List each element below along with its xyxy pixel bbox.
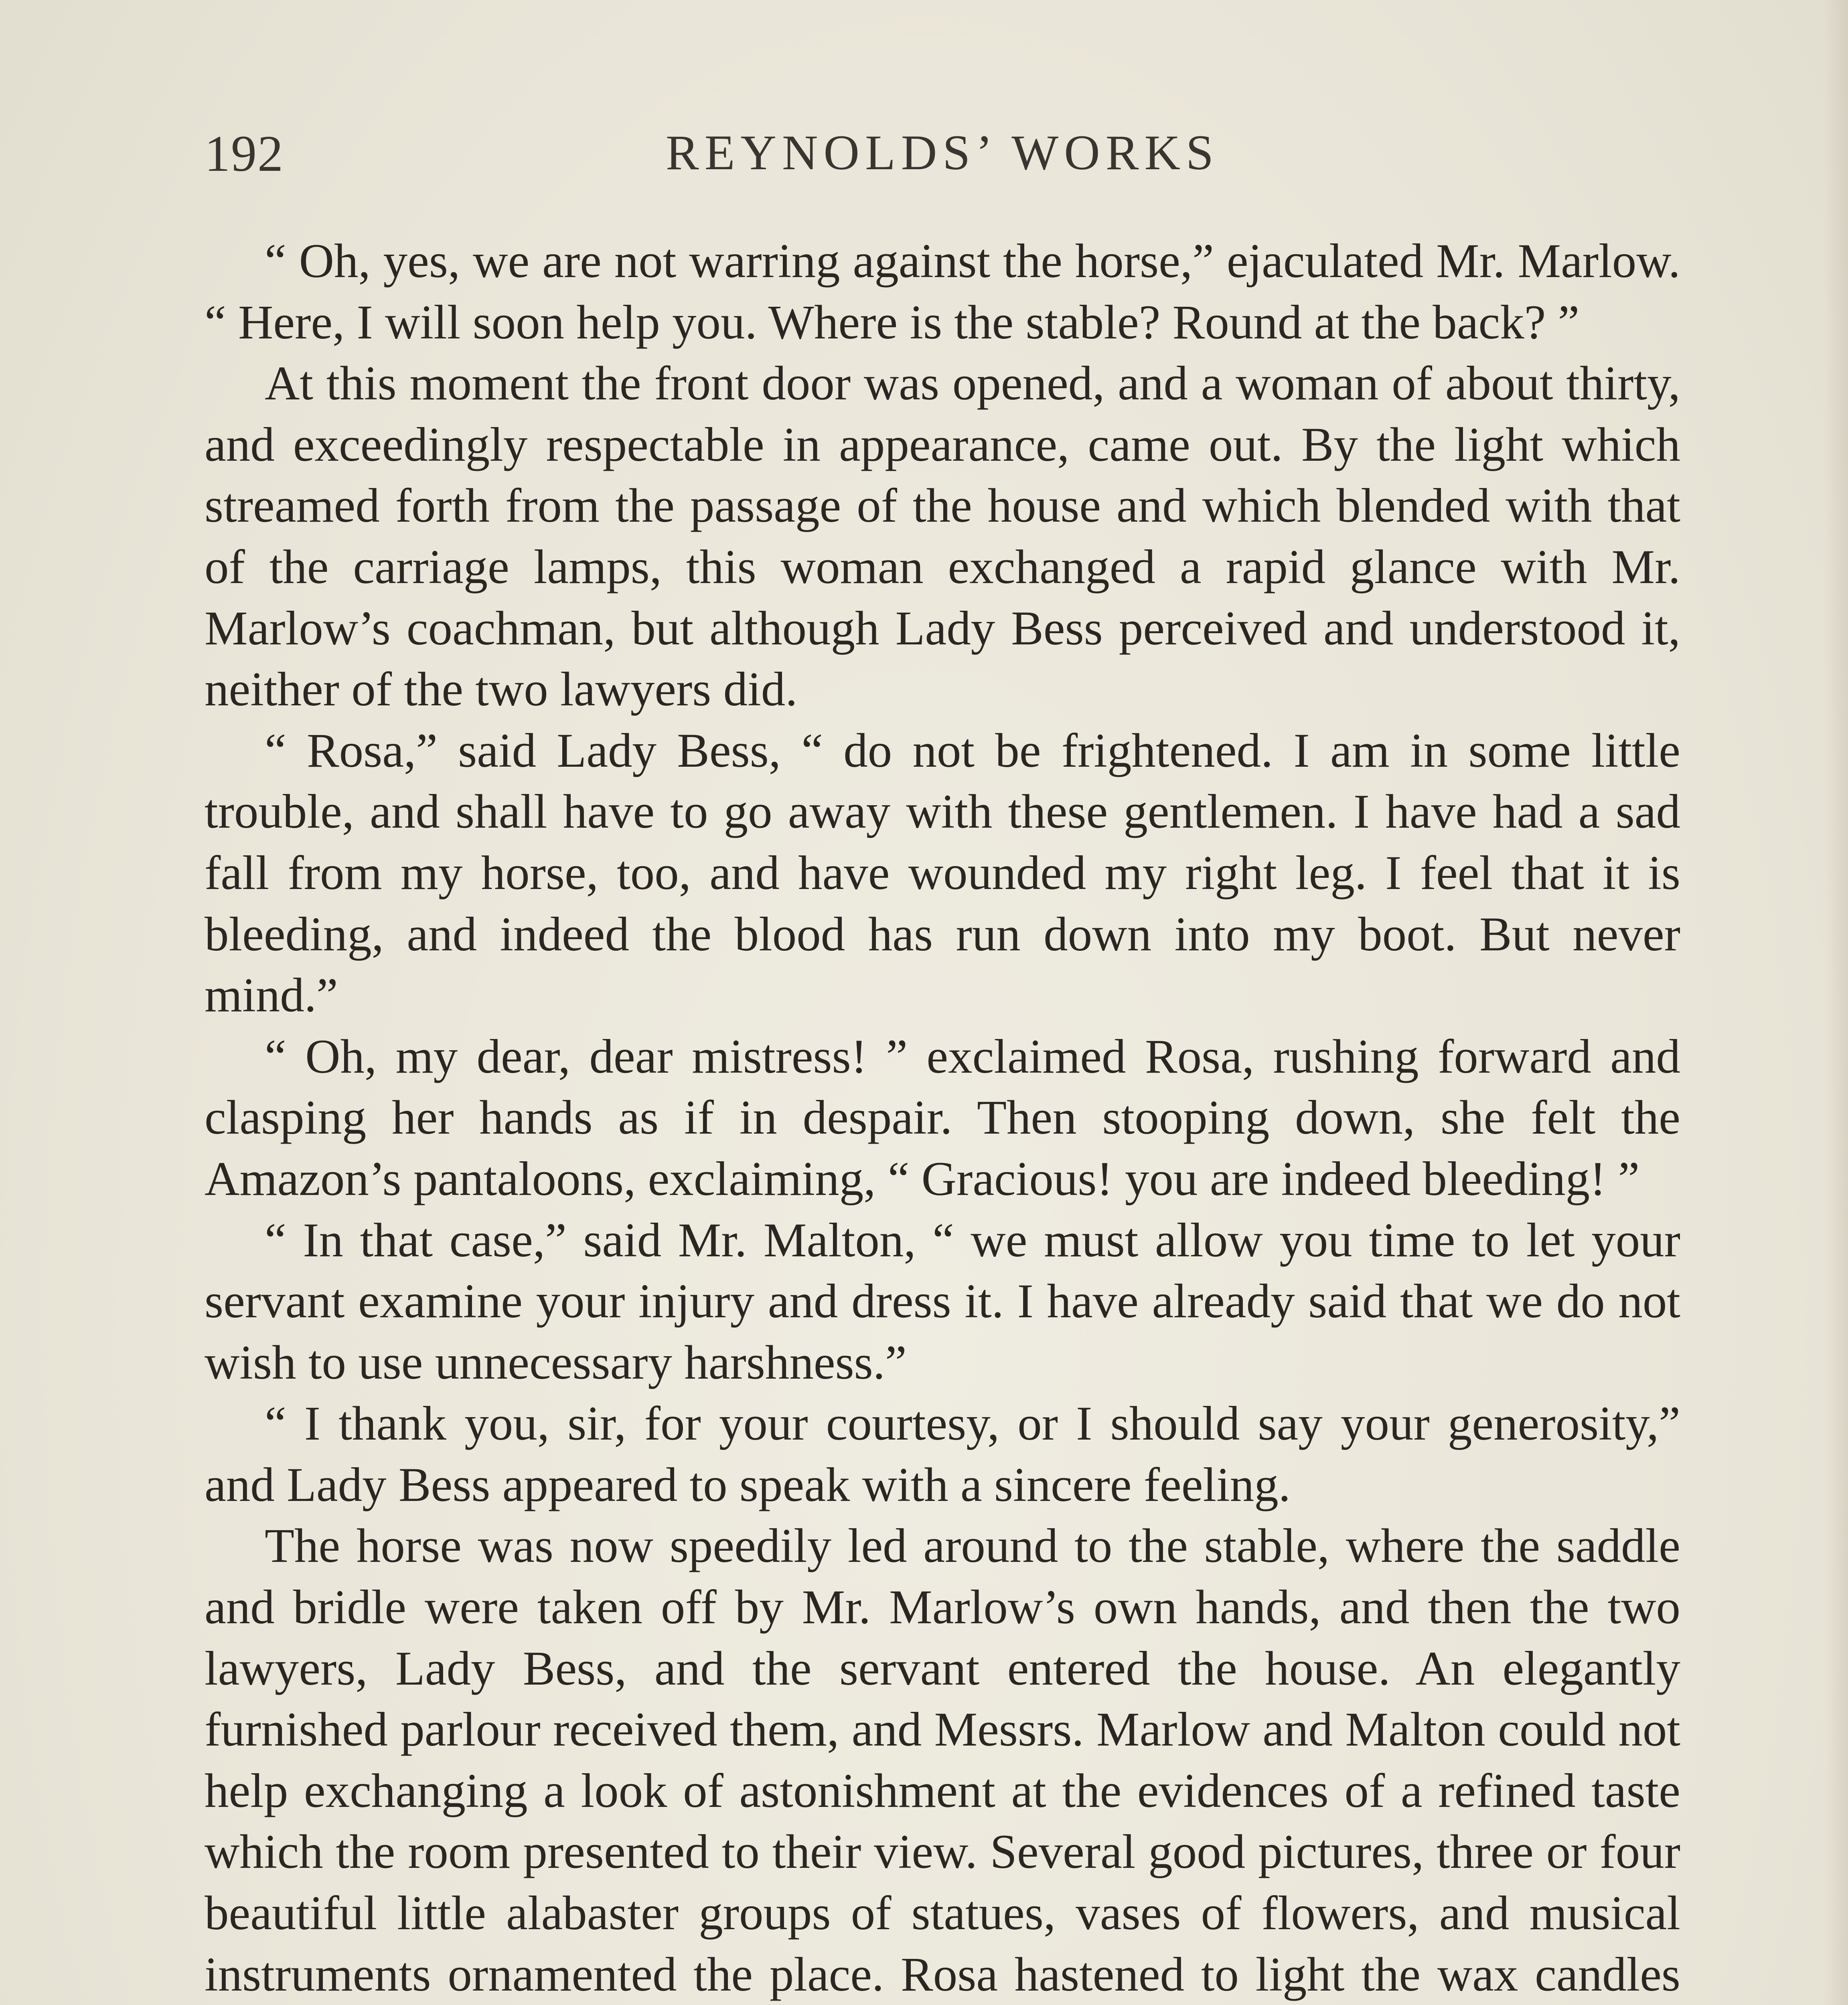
paragraph: The horse was now speedily led around to the stable, where the saddle and bridle were taken off by Mr. Marlow’s own hands, and then the two lawyers, Lady Bess, and the servant entered the house. An elegantly furnished parlour received them, and Messrs. Marlow and Malton could not help exchanging a look of astonishment at the evidences of a refined taste which the room presented to their view. Several good pictures, three or four beautiful little alabaster groups of statues, vases of flowers, and musical instruments ornamented the place. Rosa hastened to light the wax candles (205, 1519, 1680, 2001)
paragraph: “ I thank you, sir, for your courtesy, or I should say your generosity,” and Lady Bess appeared to speak with a sincere feeling. (205, 1397, 1680, 1512)
paragraph: “ Oh, yes, we are not warring against the horse,” ejaculated Mr. Marlow. “ Here, I will soon help you. Where is the stable? Round at the back? ” (205, 234, 1680, 349)
page-number: 192 (205, 125, 284, 182)
paragraph: “ Oh, my dear, dear mistress! ” exclaimed Rosa, rushing forward and clasping her hands as if in despair. Then stooping down, she felt the Amazon’s pantaloons, exclaiming, “ Gracious! you are indeed bleeding! ” (205, 1029, 1680, 1206)
body-text (205, 231, 1680, 2005)
paragraph: “ Rosa,” said Lady Bess, “ do not be frightened. I am in some little trouble, and shall have to go away with these gentlemen. I have had a sad fall from my horse, too, and have wounded my right leg. I feel that it is bleeding, and indeed the blood has run down into my boot. But never mind.” (205, 723, 1680, 1023)
paragraph: “ In that case,” said Mr. Malton, “ we must allow you time to let your servant examine your injury and dress it. I have already said that we do not wish to use unnecessary harshness.” (205, 1213, 1680, 1389)
running-head: REYNOLDS’ WORKS (665, 125, 1219, 180)
paragraph: At this moment the front door was opened, and a woman of about thirty, and exceedingly respectable in appearance, came out. By the light which streamed forth from the passage of the house and which blended with that of the carriage lamps, this woman exchanged a rapid glance with Mr. Marlow’s coachman, but although Lady Bess perceived and understood it, neither of the two lawyers did. (205, 356, 1680, 717)
page-edge-shadow (1824, 0, 1848, 2005)
page-header (205, 124, 1680, 188)
